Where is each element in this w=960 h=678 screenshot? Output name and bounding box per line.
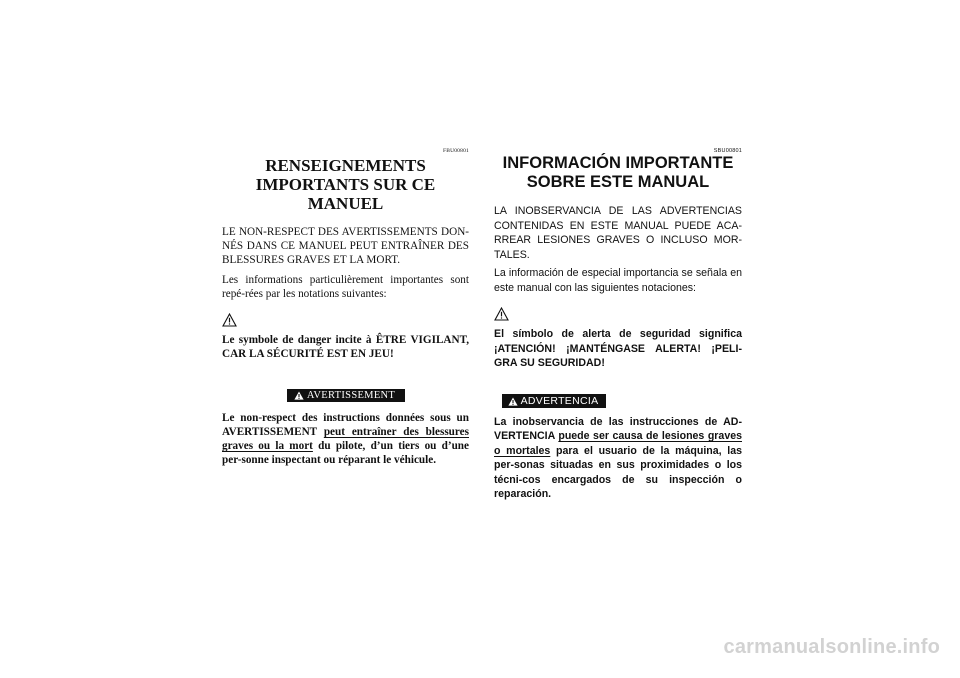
warning-text-underlined: puede ser causa de lesiones graves o mortales [494,430,742,457]
warning-badge [502,394,606,408]
warning-badge [287,389,405,402]
warning-text-after: du pilote, d’un tiers ou d’une per-sonne inspectant ou réparant le véhicule. [222,440,469,466]
title-line-1: INFORMACIÓN IMPORTANTE [502,154,734,172]
warning-text-underlined: peut entraîner des blessures graves ou la mort [222,426,469,452]
alert-symbol-paragraph: El símbolo de alerta de seguridad significa ¡ATENCIÓN! ¡MANTÉNGASE ALERTA! ¡PELI-GRA SU SEGURIDAD! [494,328,742,369]
warning-triangle-icon [508,397,518,406]
warning-badge-row [222,387,469,405]
warning-badge-row [494,393,742,411]
warning-text-before: La inobservancia de las instrucciones de AD-VERTENCIA [494,415,742,442]
safety-alert-icon [494,307,509,321]
notation-paragraph: Les informations particulièrement importantes sont repé-rées par les notations suivantes: [222,274,469,300]
warning-paragraph [494,415,742,502]
warning-text-after: para el usuario de la máquina, las per-sonas situadas en sus proximidades o los técni-cos encargados de su inspección o reparación. [494,444,742,500]
warning-label: AVERTISSEMENT [306,390,396,401]
watermark: carmanualsonline.info [723,636,940,658]
warning-text-before: Le non-respect des instructions données sous un AVERTISSEMENT [222,412,469,438]
title-line-2: IMPORTANTS SUR CE MANUEL [255,175,436,213]
warning-paragraph [222,411,469,467]
section-code: FBU00801 [442,148,469,154]
safety-alert-icon [222,313,237,327]
warning-triangle-icon [294,391,304,400]
french-column [222,148,469,467]
notation-paragraph: La información de especial importancia se señala en este manual con las siguientes notaciones: [494,267,742,294]
intro-paragraph: LA INOBSERVANCIA DE LAS ADVERTENCIAS CONTENIDAS EN ESTE MANUAL PUEDE ACA-RREAR LESIONES GRAVES O INCLUSO MOR-TALES. [494,205,742,261]
section-title [494,154,742,192]
spanish-column [494,148,742,502]
section-title [222,156,469,213]
alert-symbol-paragraph: Le symbole de danger incite à ÊTRE VIGILANT, CAR LA SÉCURITÉ EST EN JEU! [222,334,469,360]
section-code: SBU00801 [713,148,742,154]
title-line-2: SOBRE ESTE MANUAL [526,173,710,191]
title-line-1: RENSEIGNEMENTS [265,156,426,175]
warning-label: ADVERTENCIA [520,395,599,407]
intro-paragraph: LE NON-RESPECT DES AVERTISSEMENTS DON-NÉS DANS CE MANUEL PEUT ENTRAÎNER DES BLESSURES GRAVES ET LA MORT. [222,226,469,266]
